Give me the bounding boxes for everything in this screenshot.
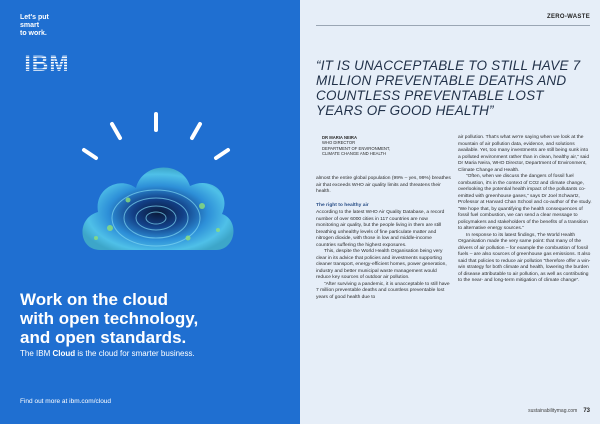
ad-tagline [20, 14, 80, 38]
subline-prefix: The IBM [20, 349, 53, 358]
tagline-line-3: to work. [20, 30, 47, 37]
ad-footer-link[interactable]: Find out more at ibm.com/cloud [20, 398, 112, 405]
headline-line-1: Work on the cloud [20, 290, 168, 309]
page-number: 73 [583, 408, 590, 414]
section-label: ZERO-WASTE [547, 14, 590, 20]
byline-line-2: DEPARTMENT OF ENVIRONMENT, [322, 145, 391, 151]
tagline-line-2: smart [20, 22, 40, 29]
left-intro-paragraph: almost the entire global population (99% – yes, 99%) breathes air that exceeds WHO air quality limits and threatens their health. [316, 176, 451, 194]
left-paragraph-2: This, despite the World Health Organisation being very clear in its advice that policies and investments supporting cleaner transport, energy-efficient homes, power generation, industry and better municipal waste management would reduce key sources of outdoor air pollution. [316, 249, 447, 280]
light-rays [84, 114, 228, 158]
byline-line-1: WHO DIRECTOR [322, 140, 356, 146]
right-paragraph-3: In response to its latest findings, The World Health Organisation made the very same point: that many of the drivers of air pollution – for example the combustion of fossil fuels – are also sources of greenhouse gas emissions. It also said that policies to reduce air pollution “therefore offer a win-win strategy for both climate and health, lowering the burden of disease attributable to air pollution, as well as contributing to the near- and long-term mitigation of climate change”. [458, 232, 591, 283]
folio-site[interactable]: sustainabilitymag.com [528, 408, 578, 414]
ad-headline [20, 290, 290, 347]
cloud-vortex-illustration [70, 110, 240, 260]
subline-brand: Cloud [52, 349, 76, 358]
ad-subline [20, 349, 290, 359]
article-column-right [458, 135, 592, 285]
ibm-logo [19, 51, 75, 73]
tagline-line-1: Let's put [20, 14, 49, 21]
headline-line-3: and open standards. [20, 328, 187, 347]
right-paragraph-2: “Often, when we discuss the dangers of fossil fuel combustion, it's in the context of CO2 and climate change, overlooking the potential health impact of the pollutants co-emitted with greenhouse gases,” says Dr Joel Schwartz, Professor at Harvard Chan School and co-author of the study. “We hope that, by quantifying the health consequences of fossil fuel combustion, we can send a clear message to policymakers and stakeholders of the benefits of a transition to alternative energy sources.” [458, 174, 592, 231]
ibm-logo-text: IBM [24, 51, 70, 73]
pull-quote: “IT IS UNACCEPTABLE TO STILL HAVE 7 MILLION PREVENTABLE DEATHS AND COUNTLESS PREVENTABLE LOST YEARS OF GOOD HEALTH” [316, 58, 581, 118]
subheading: The right to healthy air [316, 202, 369, 208]
article-page [300, 0, 600, 424]
byline-name: DR MARIA NEIRA [322, 135, 357, 140]
byline-line-3: CLIMATE CHANGE AND HEALTH [322, 150, 387, 156]
byline [322, 135, 432, 156]
subline-suffix: is the cloud for smarter business. [75, 349, 195, 358]
left-paragraph-1: According to the latest WHO Air Quality Database, a record number of over 6000 cities in 117 countries are now monitoring air quality, but the people living in them are still breathing unhealthy levels of fine particulate matter and nitrogen dioxide, with those in low and middle-income countries suffering the highest exposures. [316, 210, 445, 248]
left-paragraph-3: “After surviving a pandemic, it is unacceptable to still have 7 million preventable deaths and countless preventable lost years of good health due to [316, 281, 450, 300]
right-paragraph-1: air pollution. That's what we're saying when we look at the mountain of air pollution data, evidence, and solutions available. Yet, too many investments are still being sunk into a polluted environment rather than in clean, healthy air,” said Dr Maria Neira, WHO Director, Department of Environment, Climate Change and Health. [458, 135, 590, 173]
article-column-left [316, 176, 452, 301]
headline-line-2: with open technology, [20, 309, 199, 328]
page-footer [528, 408, 590, 414]
section-divider [316, 25, 590, 26]
